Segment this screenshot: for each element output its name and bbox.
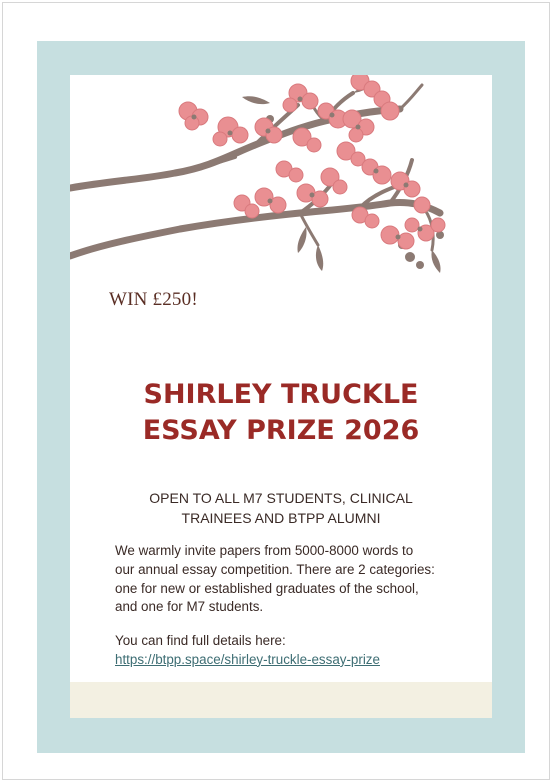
paragraph-line: and one for M7 students. (115, 599, 264, 615)
poster-content-area (70, 75, 492, 718)
paragraph-line: our annual essay competition. There are 2 categories: (115, 561, 435, 577)
details-link[interactable]: https://btpp.space/shirley-truckle-essay-prize (115, 651, 380, 667)
paragraph-line: We warmly invite papers from 5000-8000 words to (115, 543, 414, 558)
details-section (115, 632, 380, 670)
poster-title (70, 377, 492, 449)
invitation-paragraph (115, 542, 455, 617)
prize-amount: WIN £250! (109, 289, 198, 310)
eligibility-text (70, 488, 492, 528)
footer-band (70, 682, 492, 718)
details-label: You can find full details here: (115, 633, 286, 648)
poster-title-line: ESSAY PRIZE 2026 (142, 415, 420, 446)
paragraph-line: one for new or established graduates of the school, (115, 580, 419, 596)
eligibility-line: TRAINEES AND BTPP ALUMNI (181, 510, 381, 526)
poster-title-line: SHIRLEY TRUCKLE (143, 379, 419, 410)
blossom-branch-illustration (70, 75, 492, 285)
document-page (2, 2, 550, 780)
poster-border-frame (37, 41, 525, 753)
eligibility-line: OPEN TO ALL M7 STUDENTS, CLINICAL (149, 490, 413, 506)
